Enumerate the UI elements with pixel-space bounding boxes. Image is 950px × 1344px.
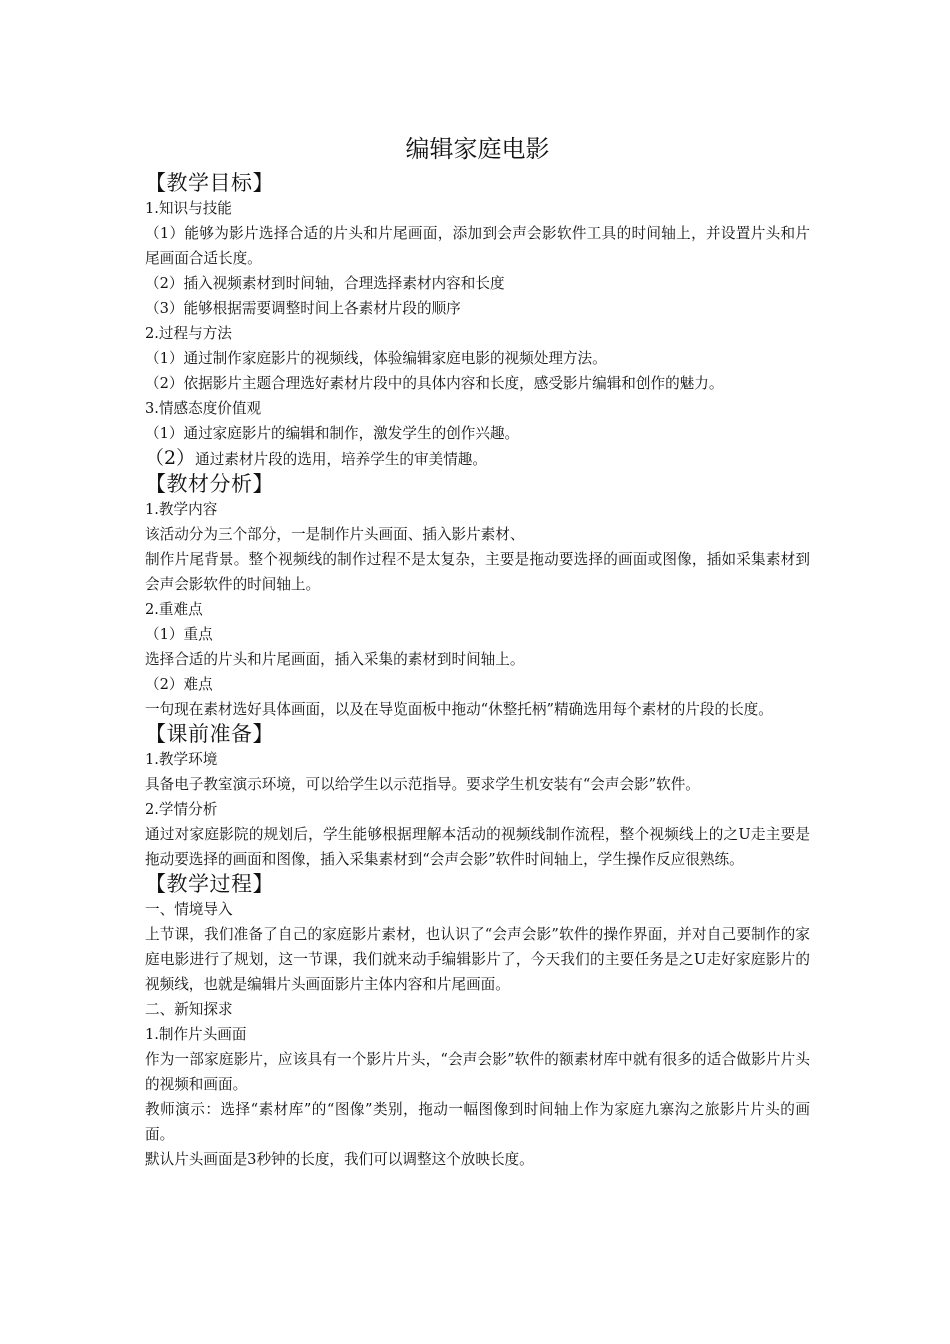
paragraph: 一句现在素材选好具体画面，以及在导览面板中拖动“休整托柄”精确选用每个素材的片段的长度。 [145,701,773,718]
paragraph: 该活动分为三个部分，一是制作片头画面、插入影片素材、 [145,526,525,543]
subheading-student-analysis: 2.学情分析 [145,801,218,818]
paragraph: （1）重点 [145,626,213,643]
section-heading-material-analysis: 【教材分析】 [145,472,274,496]
document-title: 编辑家庭电影 [405,135,550,163]
document-body [145,132,810,1172]
subheading-process-method: 2.过程与方法 [145,325,232,342]
paragraph-text: 通过素材片段的选用，培养学生的审美情趣。 [195,451,487,468]
section-heading-teaching-goals: 【教学目标】 [145,171,274,195]
subheading-key-points: 2.重难点 [145,601,203,618]
paragraph: 选择合适的片头和片尾画面，插入采集的素材到时间轴上。 [145,651,525,668]
subheading-make-opening: 1.制作片头画面 [145,1026,247,1043]
subheading-new-knowledge: 二、新知探求 [145,1001,233,1018]
paragraph: （2）难点 [145,676,213,693]
paragraph: （1）通过家庭影片的编辑和制作，激发学生的创作兴趣。 [145,425,520,442]
paragraph: 制作片尾背景。整个视频线的制作过程不是太复杂，主要是拖动要选择的画面或图像，插如采集素材到会声会影软件的时间轴上。 [145,551,810,593]
subheading-knowledge-skills: 1.知识与技能 [145,200,232,217]
list-number: （2） [145,447,196,469]
paragraph: （1）通过制作家庭影片的视频线，体验编辑家庭电影的视频处理方法。 [145,350,607,367]
paragraph: （2）插入视频素材到时间轴，合理选择素材内容和长度 [145,275,505,292]
paragraph: 通过对家庭影院的规划后，学生能够根据理解本活动的视频线制作流程，整个视频线上的之U走主要是拖动要选择的画面和图像，插入采集素材到“会声会影”软件时间轴上，学生操作反应很熟练。 [145,826,810,868]
section-heading-preparation: 【课前准备】 [145,722,274,746]
paragraph: （1）能够为影片选择合适的片头和片尾画面，添加到会声会影软件工具的时间轴上，并设置片头和片尾画面合适长度。 [145,225,810,267]
paragraph: 默认片头画面是3秒钟的长度，我们可以调整这个放映长度。 [145,1151,534,1168]
paragraph: （2）依据影片主题合理选好素材片段中的具体内容和长度，感受影片编辑和创作的魅力。 [145,375,724,392]
paragraph: 具备电子教室演示环境，可以给学生以示范指导。要求学生机安装有“会声会影”软件。 [145,776,700,793]
subheading-teaching-environment: 1.教学环境 [145,751,218,768]
subheading-scenario-intro: 一、情境导入 [145,901,233,918]
subheading-emotion-values: 3.情感态度价值观 [145,400,262,417]
paragraph: 作为一部家庭影片，应该具有一个影片片头，“会声会影”软件的额素材库中就有很多的适合做影片片头的视频和画面。 [145,1051,810,1093]
subheading-teaching-content: 1.教学内容 [145,501,218,518]
section-heading-teaching-process: 【教学过程】 [145,872,274,896]
paragraph: 教师演示：选择“素材库”的“图像”类别，拖动一幅图像到时间轴上作为家庭九寨沟之旅影片片头的画面。 [145,1101,810,1143]
paragraph [145,446,810,472]
paragraph: 上节课，我们准备了自己的家庭影片素材，也认识了“会声会影”软件的操作界面，并对自己要制作的家庭电影进行了规划，这一节课，我们就来动手编辑影片了，今天我们的主要任务是之U走好家庭影片的视频线，也就是编辑片头画面影片主体内容和片尾画面。 [145,926,810,993]
paragraph: （3）能够根据需要调整时间上各素材片段的顺序 [145,300,461,317]
